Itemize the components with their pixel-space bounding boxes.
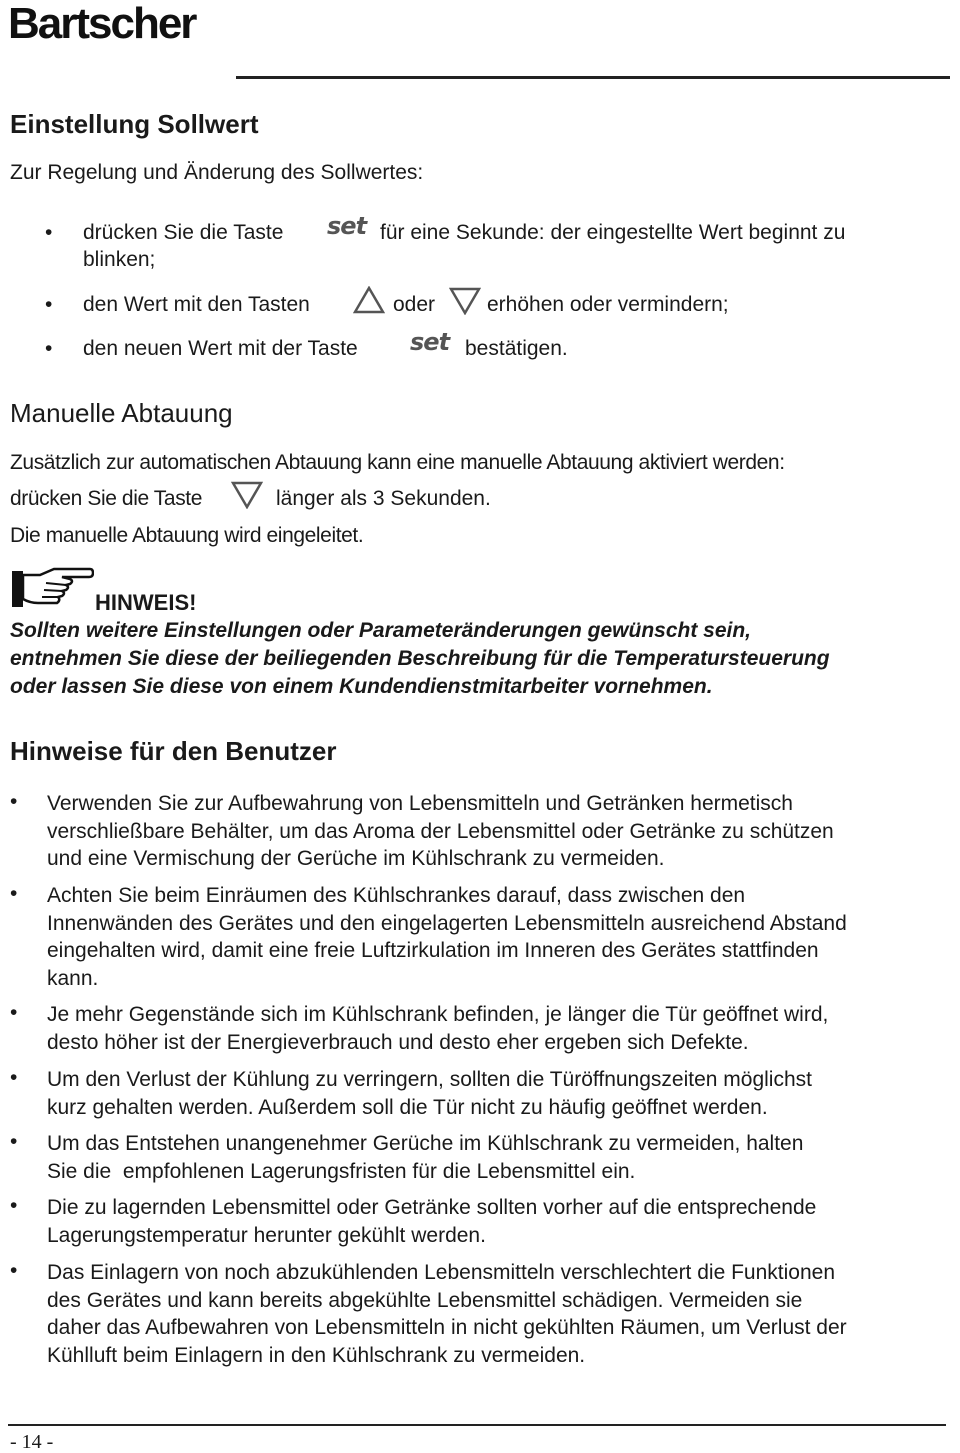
list-item-line: kurz gehalten werden. Außerdem soll die Tür nicht zu häufig geöffnet werden. <box>47 1095 768 1119</box>
bullet1-text-b: für eine Sekunde: der eingestellte Wert beginnt zu <box>380 221 846 244</box>
bullet-icon: • <box>10 1066 18 1089</box>
list-item-line: Achten Sie beim Einräumen des Kühlschrankes darauf, dass zwischen den <box>47 884 746 907</box>
bullet3-text-b: bestätigen. <box>465 337 568 360</box>
bullet1-text-a: drücken Sie die Taste <box>83 221 284 244</box>
section-title-sollwert: Einstellung Sollwert <box>10 109 259 139</box>
list-item-line: eingehalten wird, damit eine freie Luftzirkulation im Inneren des Gerätes stattfinden <box>47 939 819 962</box>
list-item-line: verschließbare Behälter, um das Aroma der Lebensmittel oder Getränke zu schützen <box>47 819 834 843</box>
abtauung-line2-a: drücken Sie die Taste <box>10 487 203 510</box>
brand-logo: Bartscher <box>8 0 196 48</box>
note-line3: oder lassen Sie diese von einem Kundendienstmitarbeiter vornehmen. <box>10 675 713 698</box>
list-item-line: Sie die empfohlenen Lagerungsfristen für die Lebensmittel ein. <box>47 1159 636 1183</box>
bullet2-text-a: den Wert mit den Tasten <box>83 293 310 316</box>
bullet1-text-c: blinken; <box>83 248 156 271</box>
list-item-line: Um den Verlust der Kühlung zu verringern, sollten die Türöffnungszeiten möglichst <box>47 1068 812 1091</box>
list-item-line: Lagerungstemperatur herunter gekühlt werden. <box>47 1223 486 1247</box>
abtauung-line2-b: länger als 3 Sekunden. <box>276 487 491 510</box>
bullet-icon: • <box>45 337 53 360</box>
bullet-icon: • <box>45 221 53 244</box>
bullet-icon: • <box>10 1001 18 1024</box>
list-item-line: kann. <box>47 966 99 990</box>
bullet2-text-b: oder <box>393 293 436 316</box>
page-number: - 14 - <box>10 1431 54 1453</box>
list-item-line: Innenwänden des Gerätes und den eingelagerten Lebensmitteln ausreichend Abstand <box>47 911 847 935</box>
list-item-line: des Gerätes und kann bereits abgekühlte Lebensmittel schädigen. Vermeiden sie <box>47 1288 803 1312</box>
bullet-icon: • <box>10 790 18 813</box>
list-item-line: Die zu lagernden Lebensmittel oder Getränke sollten vorher auf die entsprechende <box>47 1196 817 1219</box>
bullet-icon: • <box>10 882 18 905</box>
list-item-line: Das Einlagern von noch abzukühlenden Lebensmitteln verschlechtert die Funktionen <box>47 1261 835 1284</box>
arrow-up-key-icon <box>353 286 385 314</box>
list-item-line: Verwenden Sie zur Aufbewahrung von Lebensmitteln und Getränken hermetisch <box>47 792 793 815</box>
arrow-down-key-icon <box>449 287 481 315</box>
bullet-icon: • <box>10 1259 18 1282</box>
list-item-line: und eine Vermischung der Gerüche im Kühlschrank zu vermeiden. <box>47 847 665 870</box>
section-title-hinweise: Hinweise für den Benutzer <box>10 736 337 766</box>
set-key-icon: set <box>327 212 367 240</box>
note-line2: entnehmen Sie diese der beiliegenden Beschreibung für die Temperatursteuerung <box>10 647 830 670</box>
bullet2-text-c: erhöhen oder vermindern; <box>487 293 729 316</box>
list-item-line: daher das Aufbewahren von Lebensmitteln in nicht gekühlten Räumen, um Verlust der <box>47 1316 847 1339</box>
section-title-abtauung: Manuelle Abtauung <box>10 398 233 428</box>
list-item-line: Um das Entstehen unangenehmer Gerüche im Kühlschrank zu vermeiden, halten <box>47 1132 804 1155</box>
abtauung-line3: Die manuelle Abtauung wird eingeleitet. <box>10 524 364 547</box>
arrow-down-key-icon <box>231 481 263 509</box>
bullet3-text-a: den neuen Wert mit der Taste <box>83 337 358 360</box>
bullet-icon: • <box>45 293 53 316</box>
abtauung-line1: Zusätzlich zur automatischen Abtauung kann eine manuelle Abtauung aktiviert werden: <box>10 451 785 474</box>
list-item-line: Je mehr Gegenstände sich im Kühlschrank befinden, je länger die Tür geöffnet wird, <box>47 1003 829 1026</box>
note-line1: Sollten weitere Einstellungen oder Parameteränderungen gewünscht sein, <box>10 619 752 642</box>
set-key-icon: set <box>410 328 450 356</box>
bullet-icon: • <box>10 1130 18 1153</box>
pointing-hand-icon <box>10 565 94 611</box>
bullet-icon: • <box>10 1194 18 1217</box>
header-rule <box>236 76 950 79</box>
list-item-line: Kühlluft beim Einlagern in den Kühlschrank zu vermeiden. <box>47 1343 586 1367</box>
note-title: HINWEIS! <box>95 590 197 615</box>
footer-rule <box>8 1424 946 1426</box>
section-intro: Zur Regelung und Änderung des Sollwertes: <box>10 161 424 184</box>
list-item-line: desto höher ist der Energieverbrauch und desto eher ergeben sich Defekte. <box>47 1030 749 1054</box>
